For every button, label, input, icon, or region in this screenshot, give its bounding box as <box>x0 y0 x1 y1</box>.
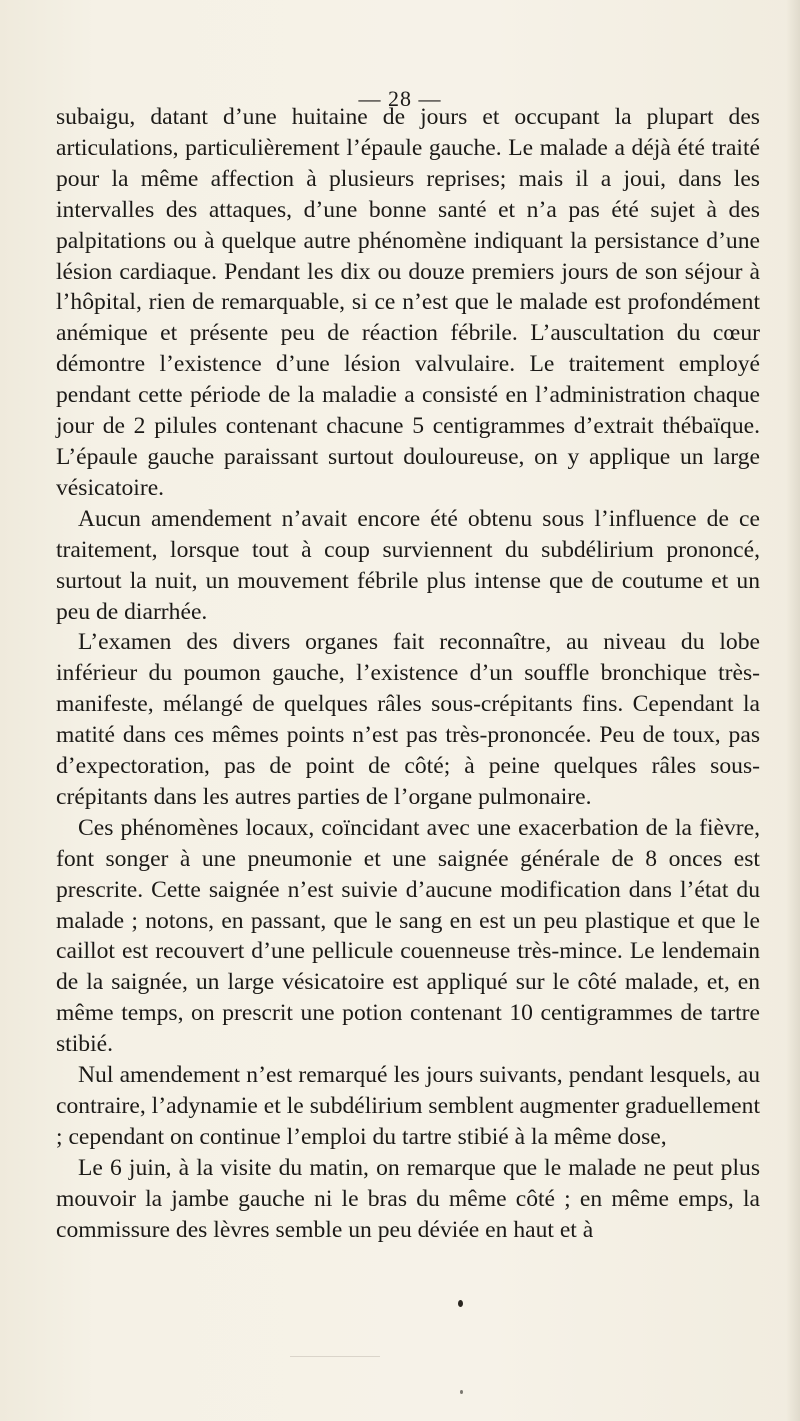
body-text <box>56 102 760 1246</box>
page-number: — 28 — <box>358 86 442 111</box>
paragraph-1: subaigu, datant d’une huitaine de jours et occupant la plupart des articulations, particulièrement l’épaule gauche. Le malade a déjà été traité pour la même affection à plusieurs reprises; mais il a joui, dans les intervalles des attaques, d’une bonne santé et n’a pas été sujet à des palpitations ou à quelque autre phénomène indiquant la persistance d’une lésion cardiaque. Pendant les dix ou douze premiers jours de son séjour à l’hôpital, rien de remarquable, si ce n’est que le malade est profondément anémique et présente peu de réaction fébrile. L’auscultation du cœur démontre l’existence d’une lésion valvulaire. Le traitement employé pendant cette période de la maladie a consisté en l’administration chaque jour de 2 pilules contenant chacune 5 centigrammes d’extrait thébaïque. L’épaule gauche paraissant surtout douloureuse, on y applique un large vésicatoire. <box>56 104 760 501</box>
paragraph-3: L’examen des divers organes fait reconnaître, au niveau du lobe inférieur du poumon gauche, l’existence d’un souffle bronchique très-manifeste, mélangé de quelques râles sous-crépitants fins. Cependant la matité dans ces mêmes points n’est pas très-prononcée. Peu de toux, pas d’expectoration, pas de point de côté; à peine quelques râles sous-crépitants dans les autres parties de l’organe pulmonaire. <box>56 629 760 810</box>
ink-speck <box>460 1390 463 1394</box>
paper-mark <box>290 1356 380 1357</box>
page-edge-shadow <box>786 0 800 1421</box>
paragraph-5: Nul amendement n’est remarqué les jours suivants, pendant lesquels, au contraire, l’adynamie et le subdélirium semblent augmenter graduellement ; cependant on continue l’emploi du tartre stibié à la même dose, <box>56 1062 760 1150</box>
paragraph-2: Aucun amendement n’avait encore été obtenu sous l’influence de ce traitement, lorsque tout à coup surviennent du subdélirium prononcé, surtout la nuit, un mouvement fébrile plus intense que de coutume et un peu de diarrhée. <box>56 505 760 625</box>
paragraph-6: Le 6 juin, à la visite du matin, on remarque que le malade ne peut plus mouvoir la jambe gauche ni le bras du même côté ; en même emps, la commissure des lèvres semble un peu déviée en haut et à <box>56 1154 760 1243</box>
paragraph-4: Ces phénomènes locaux, coïncidant avec une exacerbation de la fièvre, font songer à une pneumonie et une saignée générale de 8 onces est prescrite. Cette saignée n’est suivie d’aucune modification dans l’état du malade ; notons, en passant, que le sang en est un peu plastique et que le caillot est recouvert d’une pellicule couenneuse très-mince. Le lendemain de la saignée, un large vésicatoire est appliqué sur le côté malade, et, en même temps, on prescrit une potion contenant 10 centigrammes de tartre stibié. <box>56 814 760 1058</box>
ink-speck <box>458 1300 463 1307</box>
